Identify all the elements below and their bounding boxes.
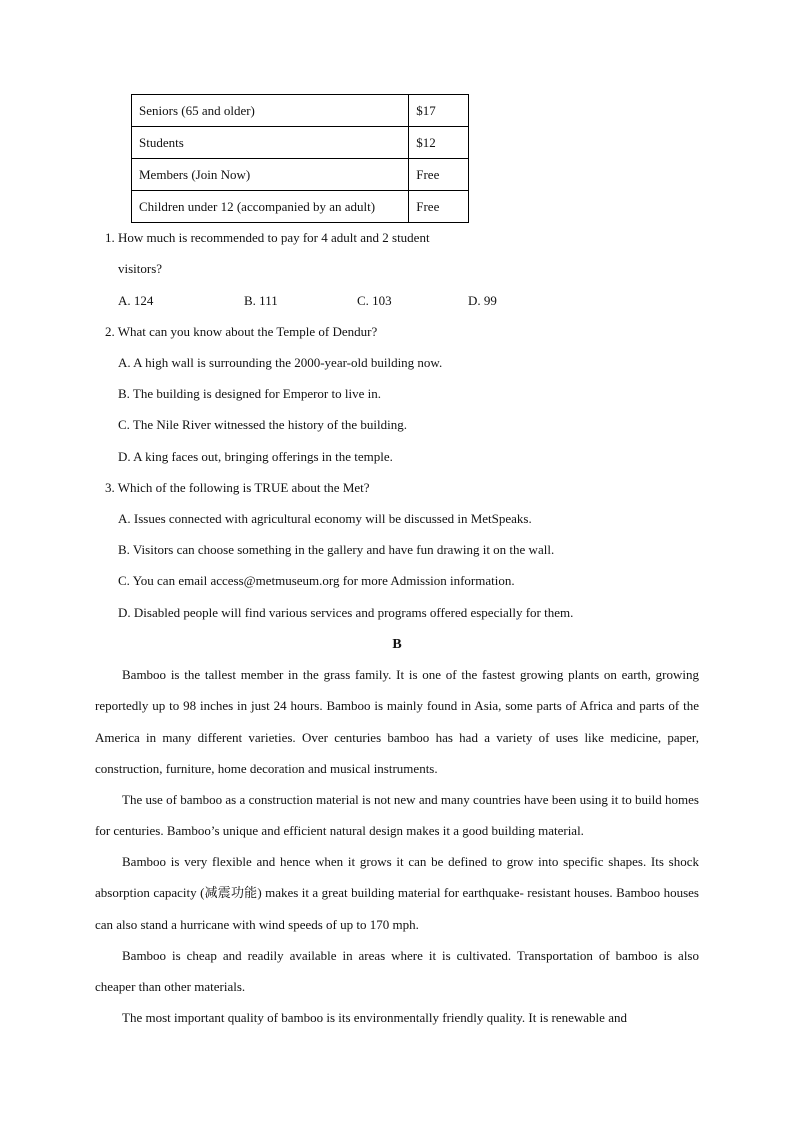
fee-category: Seniors (65 and older): [132, 95, 409, 127]
option-a: A. Issues connected with agricultural economy will be discussed in MetSpeaks.: [118, 511, 532, 526]
passage-paragraph: Bamboo is cheap and readily available in areas where it is cultivated. Transportation of bamboo is also cheaper than other materials.: [95, 948, 699, 995]
admission-fee-table: [131, 94, 469, 223]
option-a: A. 124: [118, 293, 154, 308]
question-1-stem: 1. How much is recommended to pay for 4 adult and 2 student: [105, 230, 430, 245]
option-b: B. Visitors can choose something in the gallery and have fun drawing it on the wall.: [118, 542, 555, 557]
table-row: [132, 95, 469, 127]
passage-paragraph: The use of bamboo as a construction material is not new and many countries have been using it to build homes for centuries. Bamboo’s unique and efficient natural design makes it a good building material.: [95, 792, 699, 839]
fee-price: Free: [409, 191, 469, 223]
fee-price: $12: [409, 127, 469, 159]
fee-category: Students: [132, 127, 409, 159]
question-1-stem-continued: visitors?: [118, 261, 163, 276]
question-3-stem: 3. Which of the following is TRUE about the Met?: [105, 480, 370, 495]
passage-paragraph: The most important quality of bamboo is its environmentally friendly quality. It is renewable and: [122, 1010, 627, 1025]
table-row: [132, 159, 469, 191]
fee-category: Children under 12 (accompanied by an adult): [132, 191, 409, 223]
passage-paragraph: Bamboo is very flexible and hence when it grows it can be defined to grow into specific shapes. Its shock absorption capacity (减震功能) makes it a great building material for earthquake- resistant houses. Bamboo houses can also stand a hurricane with wind speeds of up to 170 mph.: [95, 854, 699, 932]
table-row: [132, 191, 469, 223]
option-c: C. You can email access@metmuseum.org for more Admission information.: [118, 573, 515, 588]
question-2-stem: 2. What can you know about the Temple of Dendur?: [105, 324, 378, 339]
option-d: D. 99: [468, 293, 497, 308]
option-d: D. A king faces out, bringing offerings in the temple.: [118, 449, 393, 464]
option-b: B. The building is designed for Emperor to live in.: [118, 386, 381, 401]
fee-price: $17: [409, 95, 469, 127]
question-1-options: [118, 293, 538, 309]
option-a: A. A high wall is surrounding the 2000-year-old building now.: [118, 355, 443, 370]
option-c: C. The Nile River witnessed the history of the building.: [118, 417, 407, 432]
fee-price: Free: [409, 159, 469, 191]
option-d: D. Disabled people will find various services and programs offered especially for them.: [118, 605, 574, 620]
option-b: B. 111: [244, 293, 278, 308]
table-row: [132, 127, 469, 159]
option-c: C. 103: [357, 293, 392, 308]
fee-category: Members (Join Now): [132, 159, 409, 191]
passage-paragraph: Bamboo is the tallest member in the grass family. It is one of the fastest growing plants on earth, growing reportedly up to 98 inches in just 24 hours. Bamboo is mainly found in Asia, some parts of Africa and parts of the America in many different varieties. Over centuries bamboo has had a variety of uses like medicine, paper, construction, furniture, home decoration and musical instruments.: [95, 667, 699, 776]
section-heading: B: [392, 637, 402, 652]
